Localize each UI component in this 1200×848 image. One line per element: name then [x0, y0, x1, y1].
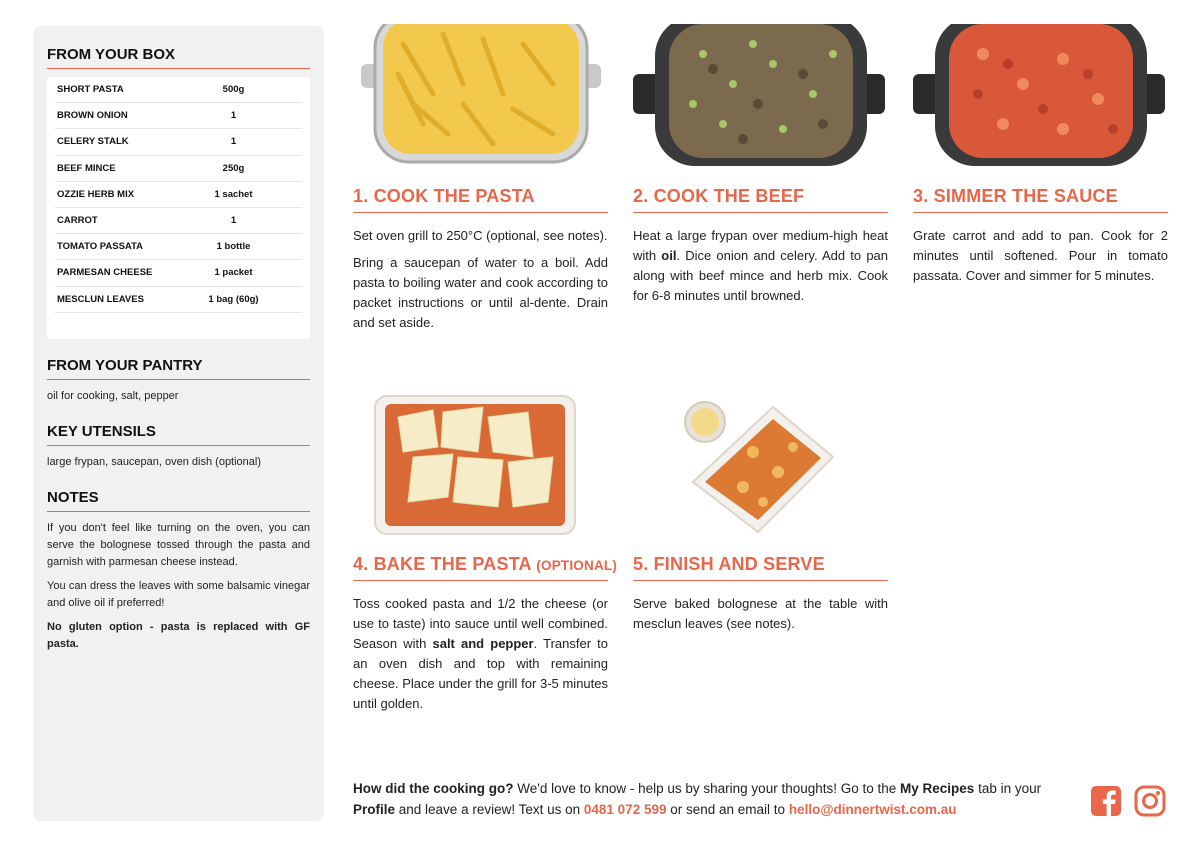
- step-5-paragraph-1: Serve baked bolognese at the table with mesclun leaves (see notes).: [633, 596, 888, 631]
- ingredient-row: [55, 234, 302, 260]
- step-2-title: 2. COOK THE BEEF: [633, 186, 888, 213]
- profile-text: Profile: [353, 802, 396, 817]
- email-link[interactable]: hello@dinnertwist.com.au: [788, 802, 957, 817]
- beef-pan-image: [633, 24, 888, 169]
- step-1-title: 1. COOK THE PASTA: [353, 186, 608, 213]
- ingredient-name: BEEF MINCE: [57, 162, 116, 174]
- ingredient-qty: 1: [230, 110, 237, 122]
- ingredient-name: CARROT: [57, 215, 98, 227]
- step-4: [353, 392, 618, 721]
- step-1: [353, 24, 608, 340]
- ingredient-qty: 1 sachet: [214, 188, 253, 200]
- utensils-text: large frypan, saucepan, oven dish (optional): [47, 456, 262, 468]
- instagram-icon[interactable]: [1134, 785, 1166, 817]
- step-3-paragraph-1: Grate carrot and add to pan. Cook for 2 minutes until softened. Pour in tomato passata. Cover and simmer for 5 minutes.: [913, 228, 1168, 283]
- ingredient-name: MESCLUN LEAVES: [57, 293, 144, 305]
- baked-pasta-image: [633, 392, 888, 537]
- ingredient-qty: 1: [230, 136, 237, 148]
- pantry-heading: FROM YOUR PANTRY: [47, 357, 310, 380]
- ingredients-table: [47, 77, 310, 339]
- note-paragraph: If you don't feel like turning on the oven, you can serve the bolognese tossed through the pasta and garnish with parmesan cheese instead.: [47, 522, 310, 568]
- ingredient-row: [55, 182, 302, 208]
- step-5: [633, 392, 888, 641]
- sidebar: [33, 26, 324, 821]
- pasta-pot-image: [353, 24, 608, 169]
- ingredient-row: [55, 208, 302, 234]
- ingredient-qty: 1: [230, 215, 237, 227]
- note-paragraph: No gluten option - pasta is replaced with GF pasta.: [47, 621, 310, 650]
- my-recipes-text: My Recipes: [900, 781, 975, 796]
- ingredient-row: [55, 287, 302, 313]
- ingredient-name: CELERY STALK: [57, 136, 129, 148]
- ingredient-qty: 250g: [222, 162, 245, 174]
- ingredient-qty: 500g: [222, 84, 245, 96]
- step-2: [633, 24, 888, 313]
- footer-question: How did the cooking go?: [353, 781, 514, 796]
- step-5-title: 5. FINISH AND SERVE: [633, 554, 888, 581]
- facebook-icon[interactable]: [1090, 785, 1122, 817]
- step-2-paragraph-1: Heat a large frypan over medium-high heat with oil. Dice onion and celery. Add to pan along with beef mince and herb mix. Cook for 6-8 minutes until browned.: [633, 228, 889, 303]
- step-3: [913, 24, 1168, 293]
- ingredient-row: [55, 260, 302, 286]
- ingredient-row: [55, 156, 302, 182]
- utensils-heading: KEY UTENSILS: [47, 423, 310, 446]
- pantry-text: oil for cooking, salt, pepper: [47, 390, 179, 402]
- step-3-title: 3. SIMMER THE SAUCE: [913, 186, 1168, 213]
- ingredient-name: PARMESAN CHEESE: [57, 267, 153, 279]
- sauce-pan-image: [913, 24, 1168, 169]
- note-paragraph: You can dress the leaves with some balsamic vinegar and olive oil if preferred!: [47, 580, 310, 609]
- ingredient-qty: 1 packet: [214, 267, 253, 279]
- notes-heading: NOTES: [47, 489, 310, 512]
- ingredient-row: [55, 103, 302, 129]
- step-1-paragraph-2: Bring a saucepan of water to a boil. Add pasta to boiling water and cook according to packet instructions or until al-dente. Drain and set aside.: [353, 255, 608, 330]
- phone-link[interactable]: 0481 072 599: [583, 802, 667, 817]
- ingredient-qty: 1 bag (60g): [208, 293, 259, 305]
- ingredient-name: BROWN ONION: [57, 110, 128, 122]
- ingredient-row: [55, 77, 302, 103]
- ingredient-qty: 1 bottle: [216, 241, 251, 253]
- ingredient-name: TOMATO PASSATA: [57, 241, 144, 253]
- step-4-title: 4. BAKE THE PASTA (OPTIONAL): [353, 554, 608, 581]
- footer-feedback: How did the cooking go? We'd love to know - help us by sharing your thoughts! Go to the My Recipes tab in your Profile and leave a review! Text us on 0481 072 599 or send an email to hello@dinnertwist.com.au: [353, 781, 1042, 817]
- step-4-paragraph-1: Toss cooked pasta and 1/2 the cheese (or use to taste) into sauce until well combined. Season with salt and pepper. Transfer to an oven dish and top with remaining cheese. Place under the grill for 3-5 minutes until golden.: [353, 596, 609, 711]
- step-1-paragraph-1: Set oven grill to 250°C (optional, see notes).: [353, 228, 608, 243]
- ingredient-name: SHORT PASTA: [57, 84, 124, 96]
- ingredient-name: OZZIE HERB MIX: [57, 188, 135, 200]
- box-heading: FROM YOUR BOX: [47, 46, 310, 69]
- cheese-pasta-dish-image: [353, 392, 608, 537]
- ingredient-row: [55, 129, 302, 155]
